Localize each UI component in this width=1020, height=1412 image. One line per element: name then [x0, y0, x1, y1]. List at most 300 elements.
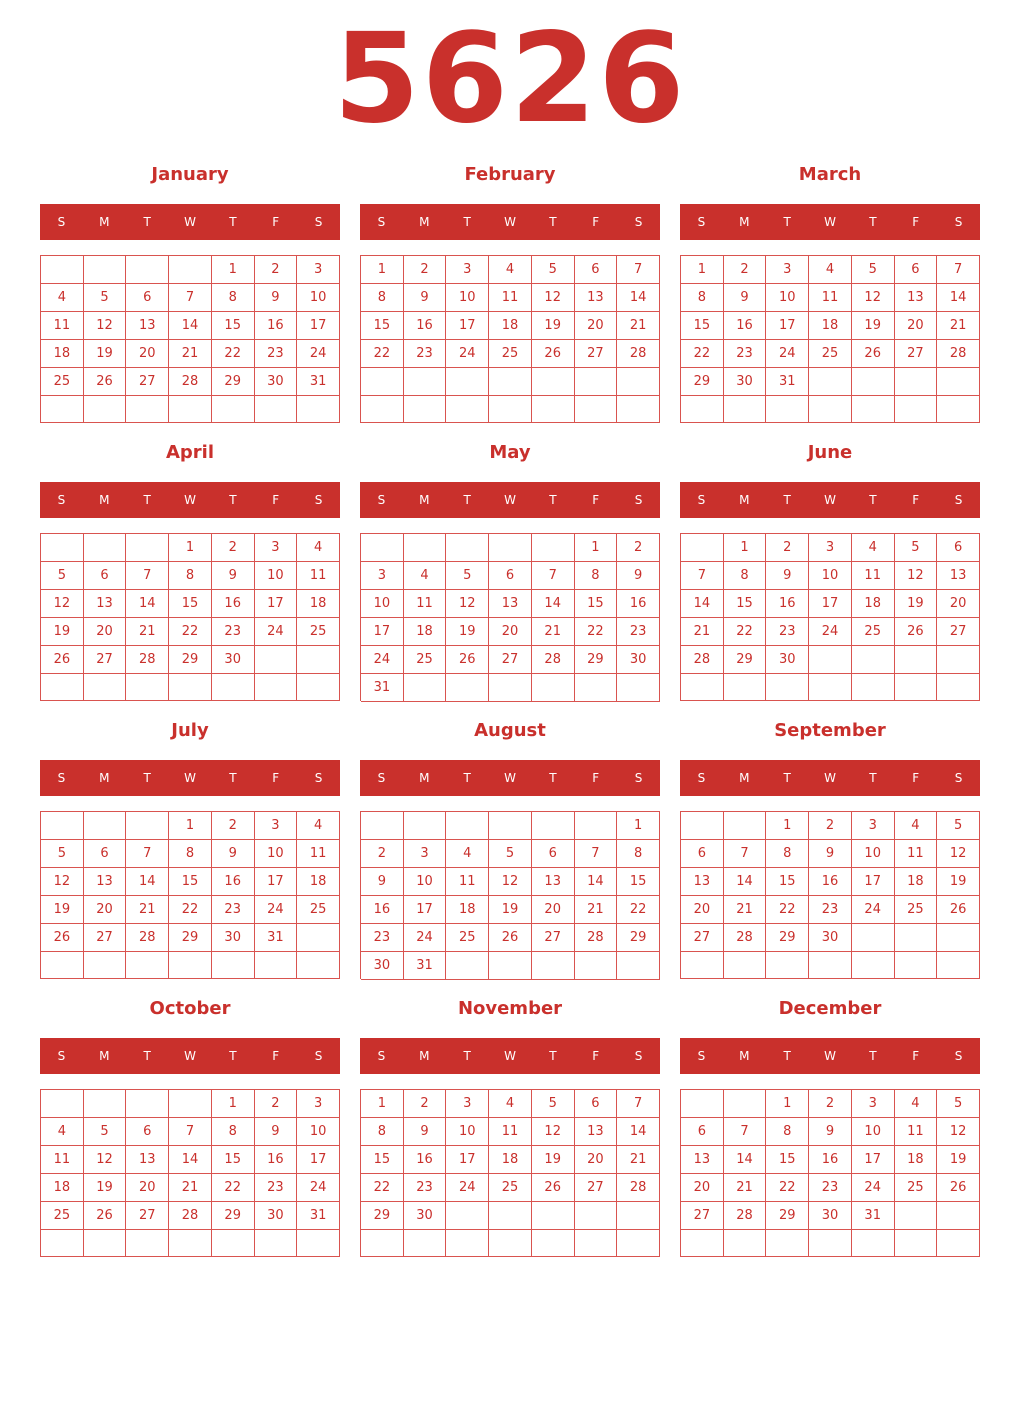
- day-cell: 28: [169, 368, 212, 396]
- day-cell: 23: [404, 1174, 447, 1202]
- month-name: October: [149, 998, 231, 1019]
- empty-day-cell: [446, 1230, 489, 1257]
- weekday-label: S: [377, 1049, 386, 1063]
- empty-day-cell: [169, 674, 212, 701]
- day-cell: 12: [532, 1118, 575, 1146]
- weekday-header: [40, 204, 340, 240]
- day-cell: 12: [41, 868, 84, 896]
- day-cell: 16: [255, 1146, 298, 1174]
- day-cell: 10: [255, 562, 298, 590]
- day-cell: 11: [852, 562, 895, 590]
- empty-day-cell: [532, 674, 575, 702]
- day-cell: 30: [809, 924, 852, 952]
- day-cell: 13: [937, 562, 980, 590]
- empty-day-cell: [169, 1230, 212, 1257]
- day-cell: 24: [361, 646, 404, 674]
- weekday-label: F: [592, 1049, 600, 1063]
- weekday-label: S: [314, 771, 323, 785]
- day-cell: 10: [446, 284, 489, 312]
- day-cell: 24: [255, 618, 298, 646]
- day-cell: 12: [852, 284, 895, 312]
- day-cell: 19: [852, 312, 895, 340]
- empty-day-cell: [126, 256, 169, 284]
- weekday-label: W: [184, 771, 196, 785]
- day-cell: 4: [41, 1118, 84, 1146]
- day-cell: 15: [766, 868, 809, 896]
- day-cell: 4: [489, 256, 532, 284]
- day-cell: 26: [895, 618, 938, 646]
- day-cell: 19: [446, 618, 489, 646]
- weekday-label: F: [272, 493, 280, 507]
- day-cell: 17: [766, 312, 809, 340]
- day-grid: [680, 811, 980, 979]
- day-cell: 21: [126, 618, 169, 646]
- day-cell: 3: [255, 812, 298, 840]
- weekday-label: S: [954, 1049, 963, 1063]
- weekday-label: S: [697, 493, 706, 507]
- day-cell: 8: [766, 840, 809, 868]
- day-cell: 14: [937, 284, 980, 312]
- day-cell: 23: [724, 340, 767, 368]
- day-cell: 4: [41, 284, 84, 312]
- empty-day-cell: [937, 674, 980, 701]
- day-cell: 16: [361, 896, 404, 924]
- day-cell: 9: [766, 562, 809, 590]
- weekday-label: T: [463, 215, 471, 229]
- day-cell: 16: [212, 868, 255, 896]
- day-cell: 4: [489, 1090, 532, 1118]
- day-cell: 11: [41, 1146, 84, 1174]
- day-cell: 15: [766, 1146, 809, 1174]
- day-cell: 22: [169, 896, 212, 924]
- day-cell: 24: [446, 340, 489, 368]
- empty-day-cell: [852, 674, 895, 701]
- empty-day-cell: [255, 952, 298, 979]
- weekday-label: T: [549, 1049, 557, 1063]
- day-cell: 14: [724, 868, 767, 896]
- empty-day-cell: [489, 952, 532, 980]
- day-cell: 27: [84, 924, 127, 952]
- day-cell: 2: [255, 1090, 298, 1118]
- month-name: May: [489, 442, 531, 463]
- day-cell: 18: [297, 590, 340, 618]
- empty-day-cell: [681, 1230, 724, 1257]
- day-cell: 18: [489, 1146, 532, 1174]
- weekday-label: S: [57, 215, 66, 229]
- empty-day-cell: [681, 674, 724, 701]
- weekday-label: T: [143, 215, 151, 229]
- day-cell: 18: [895, 868, 938, 896]
- weekday-label: W: [504, 215, 516, 229]
- weekday-header: [40, 760, 340, 796]
- day-cell: 15: [681, 312, 724, 340]
- day-cell: 16: [617, 590, 660, 618]
- empty-day-cell: [532, 534, 575, 562]
- day-cell: 7: [724, 1118, 767, 1146]
- day-cell: 13: [575, 1118, 618, 1146]
- empty-day-cell: [169, 396, 212, 423]
- empty-day-cell: [617, 952, 660, 980]
- weekday-label: S: [954, 215, 963, 229]
- month-name: June: [807, 442, 853, 463]
- empty-day-cell: [895, 674, 938, 701]
- day-cell: 10: [809, 562, 852, 590]
- day-grid: [40, 1089, 340, 1257]
- weekday-label: T: [869, 1049, 877, 1063]
- day-cell: 27: [84, 646, 127, 674]
- day-cell: 18: [41, 340, 84, 368]
- day-cell: 1: [212, 256, 255, 284]
- day-cell: 1: [169, 812, 212, 840]
- weekday-label: S: [954, 493, 963, 507]
- weekday-label: S: [314, 215, 323, 229]
- day-cell: 16: [724, 312, 767, 340]
- weekday-label: M: [739, 215, 750, 229]
- month-name: February: [464, 164, 556, 185]
- empty-day-cell: [489, 396, 532, 424]
- day-cell: 7: [617, 1090, 660, 1118]
- weekday-label: T: [229, 771, 237, 785]
- day-cell: 26: [84, 368, 127, 396]
- day-cell: 2: [255, 256, 298, 284]
- weekday-label: M: [99, 1049, 110, 1063]
- empty-day-cell: [126, 1230, 169, 1257]
- day-cell: 2: [404, 256, 447, 284]
- day-cell: 7: [724, 840, 767, 868]
- empty-day-cell: [575, 812, 618, 840]
- day-cell: 14: [617, 1118, 660, 1146]
- day-cell: 8: [169, 562, 212, 590]
- empty-day-cell: [41, 952, 84, 979]
- day-cell: 22: [212, 1174, 255, 1202]
- day-cell: 26: [84, 1202, 127, 1230]
- day-cell: 29: [361, 1202, 404, 1230]
- day-cell: 30: [212, 646, 255, 674]
- empty-day-cell: [766, 952, 809, 979]
- empty-day-cell: [852, 952, 895, 979]
- day-cell: 3: [404, 840, 447, 868]
- calendar-year-title: 5626: [333, 7, 687, 151]
- day-cell: 29: [724, 646, 767, 674]
- day-cell: 15: [724, 590, 767, 618]
- day-cell: 5: [852, 256, 895, 284]
- day-cell: 25: [489, 1174, 532, 1202]
- day-cell: 3: [255, 534, 298, 562]
- empty-day-cell: [169, 1090, 212, 1118]
- empty-day-cell: [895, 368, 938, 396]
- day-cell: 7: [937, 256, 980, 284]
- month-name: December: [778, 998, 882, 1019]
- weekday-label: W: [184, 215, 196, 229]
- day-cell: 7: [617, 256, 660, 284]
- empty-day-cell: [852, 924, 895, 952]
- empty-day-cell: [404, 368, 447, 396]
- day-cell: 20: [84, 618, 127, 646]
- empty-day-cell: [255, 646, 298, 674]
- day-cell: 28: [126, 924, 169, 952]
- empty-day-cell: [84, 396, 127, 423]
- day-cell: 10: [852, 840, 895, 868]
- day-cell: 14: [681, 590, 724, 618]
- weekday-label: M: [419, 493, 430, 507]
- day-cell: 1: [681, 256, 724, 284]
- weekday-label: T: [869, 771, 877, 785]
- day-cell: 3: [446, 256, 489, 284]
- empty-day-cell: [41, 534, 84, 562]
- day-cell: 15: [169, 868, 212, 896]
- empty-day-cell: [532, 1202, 575, 1230]
- day-cell: 29: [212, 368, 255, 396]
- empty-day-cell: [895, 924, 938, 952]
- day-cell: 25: [809, 340, 852, 368]
- empty-day-cell: [212, 674, 255, 701]
- day-cell: 8: [681, 284, 724, 312]
- day-cell: 22: [681, 340, 724, 368]
- weekday-label: T: [783, 771, 791, 785]
- empty-day-cell: [404, 396, 447, 424]
- day-cell: 19: [84, 1174, 127, 1202]
- day-cell: 9: [361, 868, 404, 896]
- month-name: August: [474, 720, 546, 741]
- day-cell: 26: [937, 896, 980, 924]
- day-cell: 28: [617, 1174, 660, 1202]
- day-cell: 20: [489, 618, 532, 646]
- weekday-label: S: [377, 215, 386, 229]
- day-cell: 30: [212, 924, 255, 952]
- empty-day-cell: [852, 1230, 895, 1257]
- day-cell: 17: [852, 868, 895, 896]
- empty-day-cell: [41, 812, 84, 840]
- day-cell: 23: [255, 1174, 298, 1202]
- day-cell: 17: [404, 896, 447, 924]
- day-cell: 11: [895, 840, 938, 868]
- day-cell: 18: [895, 1146, 938, 1174]
- day-cell: 6: [681, 840, 724, 868]
- day-cell: 22: [766, 1174, 809, 1202]
- day-cell: 22: [169, 618, 212, 646]
- day-cell: 5: [446, 562, 489, 590]
- weekday-label: M: [739, 1049, 750, 1063]
- empty-day-cell: [809, 674, 852, 701]
- day-cell: 1: [766, 812, 809, 840]
- day-cell: 9: [809, 1118, 852, 1146]
- empty-day-cell: [41, 256, 84, 284]
- day-cell: 30: [724, 368, 767, 396]
- day-cell: 22: [361, 1174, 404, 1202]
- day-cell: 19: [532, 1146, 575, 1174]
- day-cell: 8: [361, 1118, 404, 1146]
- day-cell: 11: [446, 868, 489, 896]
- empty-day-cell: [361, 1230, 404, 1257]
- empty-day-cell: [681, 952, 724, 979]
- day-cell: 27: [489, 646, 532, 674]
- day-cell: 10: [766, 284, 809, 312]
- empty-day-cell: [575, 396, 618, 424]
- weekday-label: T: [229, 1049, 237, 1063]
- day-cell: 17: [446, 1146, 489, 1174]
- month-name: November: [457, 998, 563, 1019]
- day-cell: 27: [126, 1202, 169, 1230]
- day-cell: 18: [404, 618, 447, 646]
- empty-day-cell: [724, 952, 767, 979]
- day-cell: 8: [575, 562, 618, 590]
- empty-day-cell: [126, 674, 169, 701]
- month-october: [40, 997, 340, 1259]
- day-cell: 8: [212, 284, 255, 312]
- weekday-label: T: [869, 215, 877, 229]
- day-cell: 27: [681, 1202, 724, 1230]
- day-cell: 12: [895, 562, 938, 590]
- weekday-label: T: [463, 1049, 471, 1063]
- month-name: March: [798, 164, 862, 185]
- day-cell: 13: [126, 1146, 169, 1174]
- day-cell: 25: [404, 646, 447, 674]
- day-cell: 31: [297, 1202, 340, 1230]
- day-cell: 15: [575, 590, 618, 618]
- weekday-label: T: [549, 493, 557, 507]
- empty-day-cell: [617, 1230, 660, 1257]
- empty-day-cell: [489, 368, 532, 396]
- weekday-label: F: [272, 771, 280, 785]
- day-cell: 2: [809, 1090, 852, 1118]
- day-cell: 7: [575, 840, 618, 868]
- day-cell: 17: [255, 868, 298, 896]
- day-cell: 21: [617, 1146, 660, 1174]
- weekday-label: S: [697, 215, 706, 229]
- day-cell: 13: [681, 1146, 724, 1174]
- day-cell: 1: [617, 812, 660, 840]
- day-cell: 7: [169, 1118, 212, 1146]
- weekday-label: S: [57, 1049, 66, 1063]
- month-august: [360, 719, 660, 981]
- weekday-label: W: [184, 493, 196, 507]
- day-cell: 29: [169, 646, 212, 674]
- empty-day-cell: [84, 534, 127, 562]
- day-cell: 18: [41, 1174, 84, 1202]
- empty-day-cell: [575, 1230, 618, 1257]
- weekday-label: F: [272, 1049, 280, 1063]
- empty-day-cell: [446, 368, 489, 396]
- month-april: [40, 441, 340, 703]
- day-grid: [40, 255, 340, 423]
- weekday-label: W: [824, 771, 836, 785]
- weekday-label: M: [419, 1049, 430, 1063]
- day-cell: 21: [575, 896, 618, 924]
- day-cell: 3: [766, 256, 809, 284]
- empty-day-cell: [297, 924, 340, 952]
- day-cell: 5: [41, 562, 84, 590]
- day-cell: 10: [852, 1118, 895, 1146]
- weekday-label: S: [697, 771, 706, 785]
- day-cell: 27: [575, 1174, 618, 1202]
- day-cell: 26: [532, 1174, 575, 1202]
- day-cell: 2: [724, 256, 767, 284]
- empty-day-cell: [41, 674, 84, 701]
- day-cell: 28: [937, 340, 980, 368]
- day-cell: 6: [532, 840, 575, 868]
- day-cell: 14: [724, 1146, 767, 1174]
- day-grid: [360, 811, 660, 979]
- day-cell: 4: [895, 812, 938, 840]
- empty-day-cell: [297, 674, 340, 701]
- day-cell: 2: [212, 812, 255, 840]
- weekday-label: S: [634, 493, 643, 507]
- day-cell: 4: [404, 562, 447, 590]
- day-cell: 23: [809, 896, 852, 924]
- weekday-header: [40, 1038, 340, 1074]
- day-cell: 25: [895, 1174, 938, 1202]
- empty-day-cell: [852, 368, 895, 396]
- day-cell: 27: [681, 924, 724, 952]
- weekday-label: M: [99, 771, 110, 785]
- weekday-label: F: [912, 1049, 920, 1063]
- day-cell: 22: [212, 340, 255, 368]
- empty-day-cell: [809, 952, 852, 979]
- weekday-label: F: [912, 493, 920, 507]
- day-grid: [680, 533, 980, 701]
- day-cell: 9: [724, 284, 767, 312]
- day-grid: [360, 533, 660, 701]
- empty-day-cell: [41, 1230, 84, 1257]
- weekday-label: S: [634, 1049, 643, 1063]
- day-cell: 11: [489, 1118, 532, 1146]
- day-grid: [40, 811, 340, 979]
- day-cell: 15: [212, 312, 255, 340]
- day-cell: 22: [724, 618, 767, 646]
- day-cell: 27: [126, 368, 169, 396]
- day-cell: 13: [84, 590, 127, 618]
- empty-day-cell: [532, 812, 575, 840]
- empty-day-cell: [724, 674, 767, 701]
- day-cell: 13: [532, 868, 575, 896]
- weekday-label: M: [419, 771, 430, 785]
- day-cell: 1: [361, 256, 404, 284]
- day-grid: [40, 533, 340, 701]
- day-cell: 30: [361, 952, 404, 980]
- day-cell: 20: [532, 896, 575, 924]
- empty-day-cell: [532, 1230, 575, 1257]
- day-cell: 28: [724, 1202, 767, 1230]
- weekday-label: S: [954, 771, 963, 785]
- weekday-header: [360, 1038, 660, 1074]
- empty-day-cell: [489, 812, 532, 840]
- empty-day-cell: [766, 396, 809, 423]
- day-cell: 20: [937, 590, 980, 618]
- empty-day-cell: [297, 952, 340, 979]
- day-cell: 25: [895, 896, 938, 924]
- day-cell: 16: [404, 312, 447, 340]
- day-cell: 2: [617, 534, 660, 562]
- day-cell: 6: [126, 284, 169, 312]
- day-cell: 20: [126, 1174, 169, 1202]
- month-february: [360, 163, 660, 425]
- day-cell: 20: [895, 312, 938, 340]
- day-cell: 12: [937, 1118, 980, 1146]
- empty-day-cell: [617, 674, 660, 702]
- empty-day-cell: [617, 368, 660, 396]
- month-may: [360, 441, 660, 703]
- empty-day-cell: [404, 812, 447, 840]
- empty-day-cell: [84, 952, 127, 979]
- day-cell: 13: [575, 284, 618, 312]
- month-march: [680, 163, 980, 425]
- empty-day-cell: [852, 646, 895, 674]
- weekday-label: T: [143, 771, 151, 785]
- day-cell: 3: [809, 534, 852, 562]
- day-cell: 21: [169, 340, 212, 368]
- day-cell: 5: [532, 1090, 575, 1118]
- day-cell: 7: [126, 840, 169, 868]
